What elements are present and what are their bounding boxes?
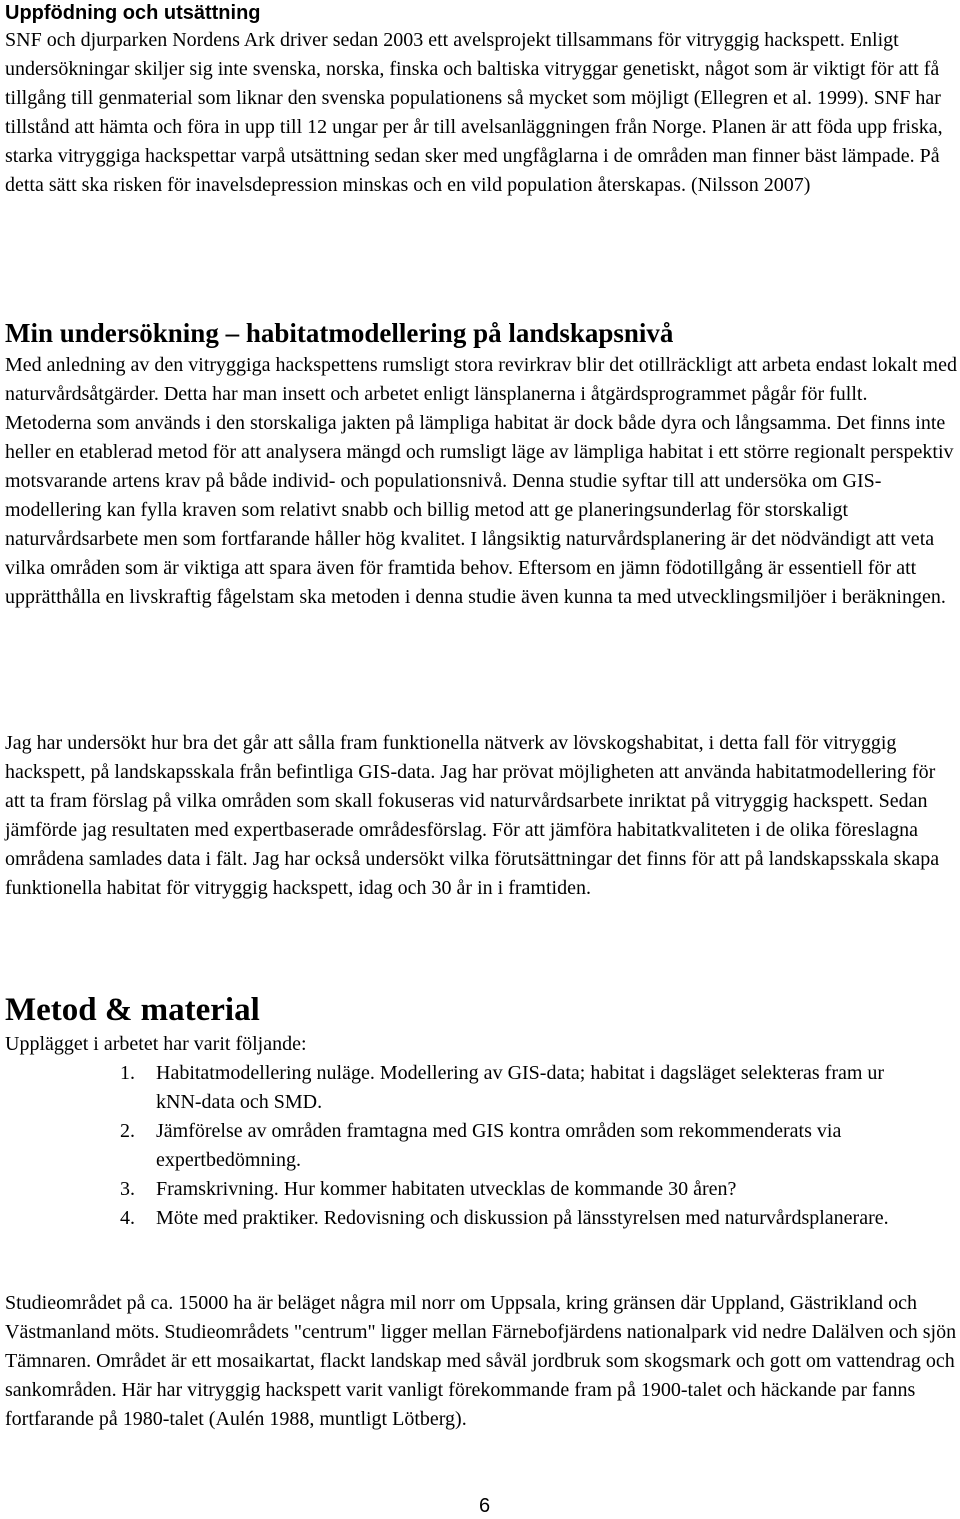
method-step-item xyxy=(120,1059,900,1117)
paragraph-undersokning-1: Med anledning av den vitryggiga hackspettens rumsligt stora revirkrav blir det otillräckligt att arbeta endast lokalt med naturvårdsåtgärder. Detta har man insett och arbetet enligt länsplanerna i åtgärdsprogrammet pågår för fullt. Metoderna som används i den storskaliga jakten på lämpliga habitat är dock både dyra och långsamma. Det finns inte heller en etablerad metod för att analysera mängd och rumsligt läge av lämpliga habitat i ett större regionalt perspektiv motsvarande artens krav på både individ- och populationsnivå. Denna studie syftar till att undersöka om GIS-modellering kan fylla kraven som relativt snabb och billig metod att ge planeringsunderlag för storskaligt naturvårdsarbete men som fortfarande håller hög kvalitet. I långsiktig naturvårdsplanering är det nödvändigt att veta vilka områden som är viktiga att spara även för framtida behov. Eftersom en jämn födotillgång är essentiell för att upprätthålla en livskraftig fågelstam ska metoden i denna studie även kunna ta med utvecklingsmiljöer i beräkningen. xyxy=(5,354,957,608)
paragraph-metod-intro: Upplägget i arbetet har varit följande: xyxy=(5,1033,307,1055)
paragraph-studieomrade: Studieområdet på ca. 15000 ha är beläget några mil norr om Uppsala, kring gränsen där Uppland, Gästrikland och Västmanland möts. Studieområdets "centrum" ligger mellan Färnebofjärdens nationalpark vid nedre Dalälven och sjön Tämnaren. Området är ett mosaikartat, flackt landskap med såväl jordbruk som skogsmark och gott om vattendrag och sankområden. Här har vitryggig hackspett varit vanligt förekommande fram på 1900-talet och häckande par fanns fortfarande på 1980-talet (Aulén 1988, muntligt Lötberg). xyxy=(5,1292,957,1430)
method-steps-list xyxy=(120,1059,900,1233)
section-heading-metod: Metod & material xyxy=(5,992,260,1028)
paragraph-uppfodning: SNF och djurparken Nordens Ark driver sedan 2003 ett avelsprojekt tillsammans för vitryggig hackspett. Enligt undersökningar skiljer sig inte svenska, norska, finska och baltiska vitryggar genetiskt, något som är viktigt för att få tillgång till genmaterial som liknar den svenska populationens så mycket som möjligt (Ellegren et al. 1999). SNF har tillstånd att hämta och föra in upp till 12 ungar per år till avelsanläggningen från Norge. Planen är att föda upp friska, starka vitryggiga hackspettar varpå utsättning sedan sker med ungfåglarna i de områden man finner bäst lämpade. På detta sätt ska risken för inavelsdepression minskas och en vild population återskapas. (Nilsson 2007) xyxy=(5,29,943,196)
section-heading-undersokning: Min undersökning – habitatmodellering på landskapsnivå xyxy=(5,318,674,348)
method-step-item xyxy=(120,1175,900,1204)
method-step-item xyxy=(120,1204,900,1233)
method-step-text: Möte med praktiker. Redovisning och diskussion på länsstyrelsen med naturvårdsplanerare. xyxy=(156,1207,889,1229)
method-step-text: Habitatmodellering nuläge. Modellering av GIS-data; habitat i dagsläget selekteras fram ur kNN-data och SMD. xyxy=(156,1062,885,1113)
method-step-number: 3. xyxy=(120,1178,135,1200)
paragraph-undersokning-2: Jag har undersökt hur bra det går att sålla fram funktionella nätverk av lövskogshabitat, i detta fall för vitryggig hackspett, på landskapsskala från befintliga GIS-data. Jag har prövat möjligheten att använda habitatmodellering för att ta fram förslag på vilka områden som skall fokuseras vid naturvårdsarbete inriktat på vitryggig hackspett. Sedan jämförde jag resultaten med expertbaserade områdesförslag. För att jämföra habitatkvaliteten i de olika föreslagna områdena samlades data i fält. Jag har också undersökt vilka förutsättningar det finns för att på landskapsskala skapa funktionella habitat för vitryggig hackspett, idag och 30 år in i framtiden. xyxy=(5,732,940,899)
method-step-text: Jämförelse av områden framtagna med GIS kontra områden som rekommenderats via expertbedömning. xyxy=(156,1120,842,1171)
method-step-item xyxy=(120,1117,900,1175)
method-step-number: 4. xyxy=(120,1207,135,1229)
method-step-text: Framskrivning. Hur kommer habitaten utvecklas de kommande 30 åren? xyxy=(156,1178,737,1200)
method-step-number: 1. xyxy=(120,1062,135,1084)
section-heading-uppfodning: Uppfödning och utsättning xyxy=(5,2,261,24)
page-number: 6 xyxy=(479,1495,491,1517)
method-step-number: 2. xyxy=(120,1120,135,1142)
